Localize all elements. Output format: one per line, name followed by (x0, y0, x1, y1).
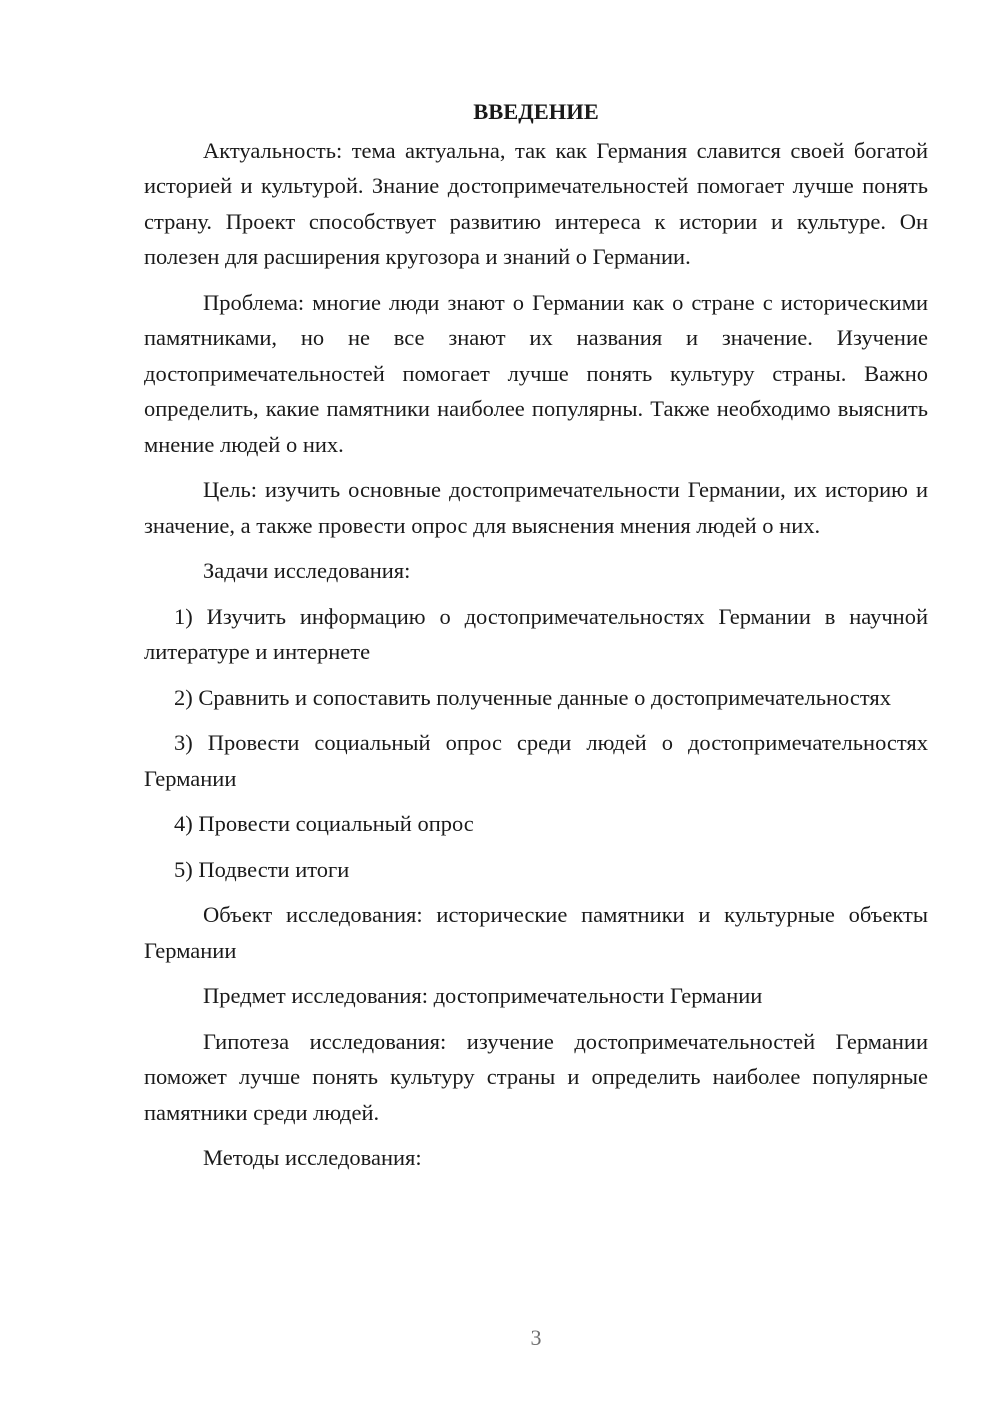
task-item-4: 4) Провести социальный опрос (174, 811, 474, 836)
page-number: 3 (530, 1325, 542, 1350)
task-item-3: 3) Провести социальный опрос среди людей о достопримечательностях Германии (144, 730, 928, 791)
methods-heading: Методы исследования: (203, 1145, 422, 1170)
problem-paragraph: Проблема: многие люди знают о Германии как о стране с историческими памятниками, но не все знают их названия и значение. Изучение достопримечательностей помогает лучше понять культуру страны. Важно определить, какие памятники наиболее популярны. Также необходимо выяснить мнение людей о них. (144, 289, 928, 457)
goal-paragraph: Цель: изучить основные достопримечательности Германии, их историю и значение, а также провести опрос для выяснения мнения людей о них. (144, 477, 928, 538)
hypothesis-paragraph: Гипотеза исследования: изучение достопримечательностей Германии поможет лучше понять культуру страны и определить наиболее популярные памятники среди людей. (144, 1028, 928, 1125)
subject-paragraph: Предмет исследования: достопримечательности Германии (203, 983, 763, 1008)
object-paragraph: Объект исследования: исторические памятники и культурные объекты Германии (144, 902, 928, 963)
tasks-heading: Задачи исследования: (203, 558, 411, 583)
section-title: ВВЕДЕНИЕ (473, 99, 599, 124)
task-item-5: 5) Подвести итоги (174, 856, 350, 882)
relevance-paragraph: Актуальность: тема актуальна, так как Германия славится своей богатой историей и культурой. Знание достопримечательностей помогает лучше понять страну. Проект способствует развитию интереса к истории и культуре. Он полезен для расширения кругозора и знаний о Германии. (144, 137, 928, 269)
task-item-1: 1) Изучить информацию о достопримечательностях Германии в научной литературе и интернете (144, 603, 928, 664)
document-body (144, 94, 928, 1186)
task-item-2: 2) Сравнить и сопоставить полученные данные о достопримечательностях (174, 684, 891, 710)
